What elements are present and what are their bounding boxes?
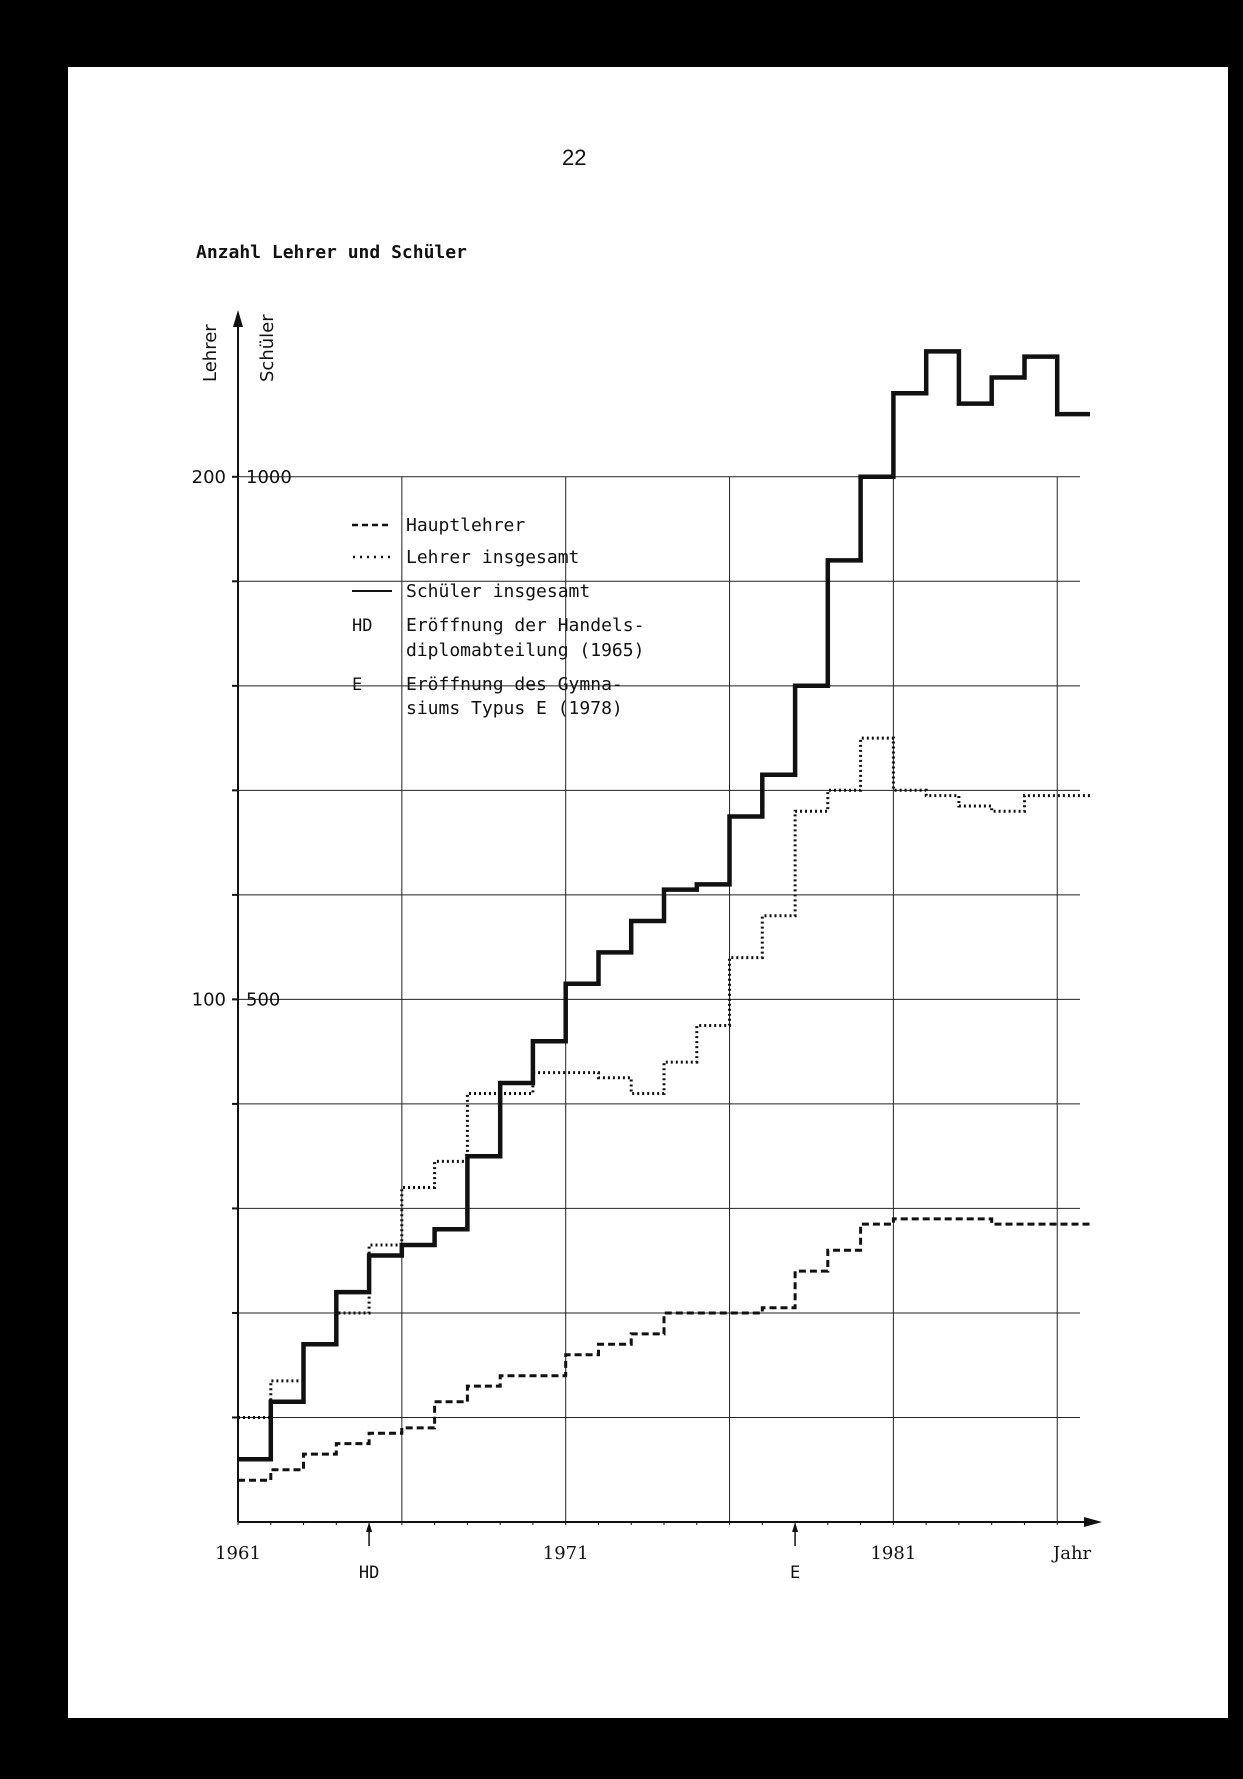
marker-label-E: E [789,1563,801,1583]
x-tick-label-1981: 1981 [870,1543,917,1564]
chart-title: Anzahl Lehrer und Schüler [196,242,467,263]
y-left-tick-label-200: 200 [191,466,226,488]
legend-note-hd-line1: Eröffnung der Handels- [406,615,645,636]
legend-label-lehrer-insgesamt: Lehrer insgesamt [406,547,580,568]
series [238,351,1090,1480]
legend-note-e-line1: Eröffnung des Gymna- [406,674,623,695]
x-tick-label-1971: 1971 [542,1543,589,1564]
series-line-schüler-insgesamt [238,351,1090,1459]
page-number: 22 [562,145,587,170]
series-line-hauptlehrer [238,1219,1090,1480]
legend-label-hauptlehrer: Hauptlehrer [406,515,526,536]
y-axis-arrow-icon [233,310,243,327]
y-left-tick-label-100: 100 [191,989,226,1011]
legend-note-e-line2: siums Typus E (1978) [406,698,623,719]
y-axis-label-right: Schüler [257,314,278,382]
y-right-tick-label-1000: 1000 [246,466,292,488]
y-right-tick-label-500: 500 [246,989,281,1011]
legend-note-e-code: E [352,675,363,695]
legend-note-hd-code: HD [352,616,373,636]
x-axis-label: Jahr [1053,1543,1092,1564]
legend-label-schueler-insgesamt: Schüler insgesamt [406,581,591,602]
legend [352,515,644,719]
y-axis-label-left: Lehrer [200,324,221,382]
series-line-lehrer-insgesamt [238,738,1090,1417]
axes [200,310,1102,1564]
marker-arrowhead-icon [366,1522,372,1532]
legend-note-hd-line2: diplomabteilung (1965) [406,640,645,661]
marker-label-HD: HD [358,1563,380,1583]
x-axis-arrow-icon [1084,1517,1102,1527]
x-tick-label-1961: 1961 [215,1543,261,1564]
marker-arrowhead-icon [792,1522,798,1532]
